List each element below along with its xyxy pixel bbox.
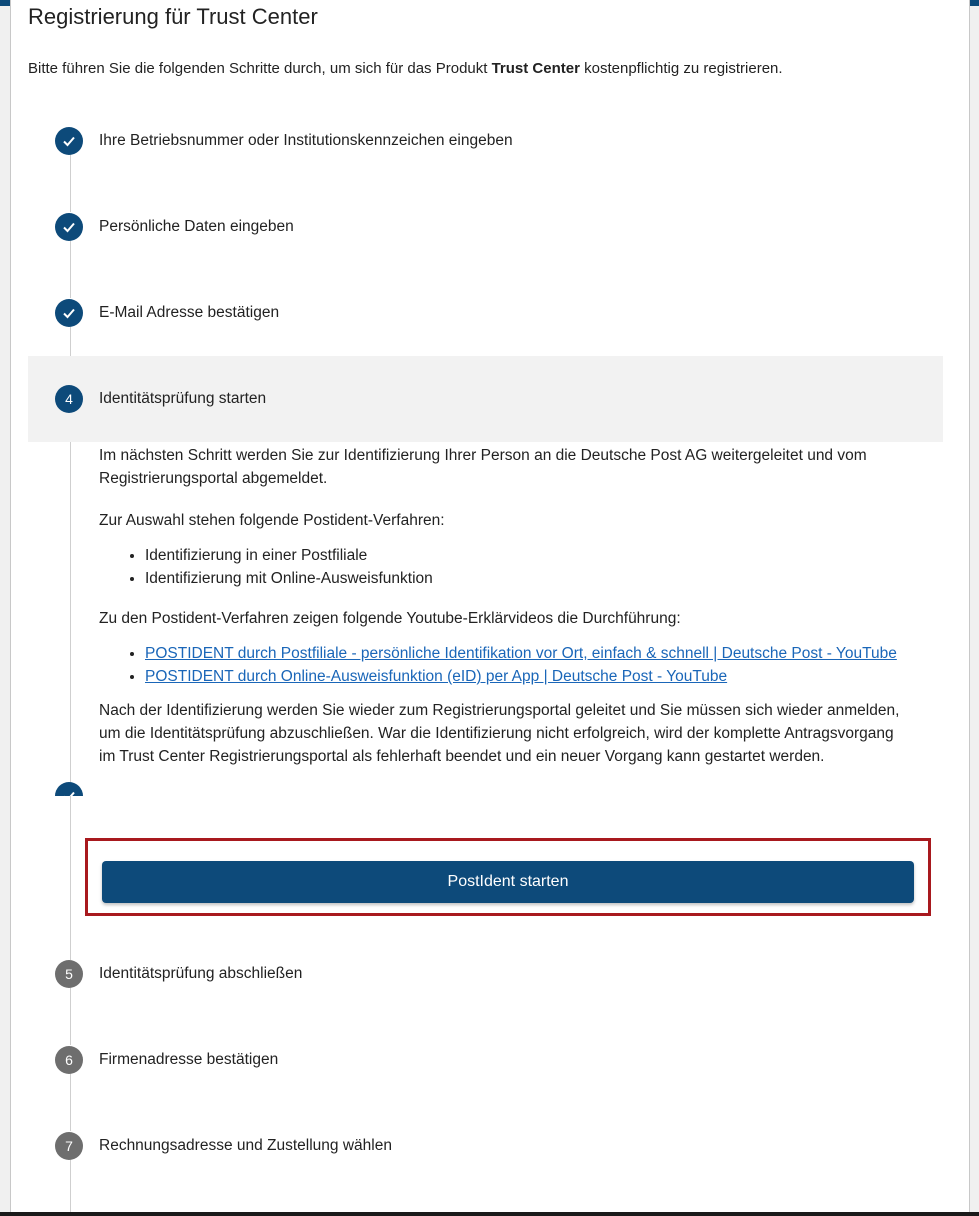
step-1-check-icon	[55, 127, 83, 155]
step-2	[28, 184, 943, 270]
step-4	[28, 356, 943, 442]
video-link-eid[interactable]: POSTIDENT durch Online-Ausweisfunktion (eID) per App | Deutsche Post - YouTube	[145, 668, 728, 685]
step-1-label: Ihre Betriebsnummer oder Institutionskennzeichen eingeben	[99, 132, 513, 149]
video-link-postfiliale[interactable]: POSTIDENT durch Postfiliale - persönliche Identifikation vor Ort, einfach & schnell | Deutsche Post - YouTube	[145, 645, 897, 662]
video-link-item	[145, 642, 909, 665]
step-6-label: Firmenadresse bestätigen	[99, 1051, 279, 1068]
timeline-line	[70, 412, 71, 960]
method-list	[99, 544, 909, 590]
intro-suffix: kostenpflichtig zu registrieren.	[579, 60, 783, 77]
step-3-check-icon	[55, 299, 83, 327]
step-6-number-badge: 6	[55, 1046, 83, 1074]
video-link-item	[145, 665, 909, 688]
bottom-edge	[0, 1212, 979, 1216]
step-4-label: Identitätsprüfung starten	[99, 390, 267, 407]
step-2-check-icon	[55, 213, 83, 241]
intro-text	[28, 60, 783, 77]
registration-panel	[10, 0, 970, 1212]
content-paragraph-3: Zu den Postident-Verfahren zeigen folgende Youtube-Erklärvideos die Durchführung:	[99, 610, 681, 627]
intro-product: Trust Center	[491, 60, 580, 77]
content-paragraph-2: Zur Auswahl stehen folgende Postident-Verfahren:	[99, 512, 445, 529]
intro-prefix: Bitte führen Sie die folgenden Schritte durch, um sich für das Produkt	[28, 60, 492, 77]
video-link-list	[99, 642, 909, 688]
button-highlight-frame	[85, 838, 931, 916]
partial-check-icon	[55, 782, 83, 796]
step-5	[28, 931, 943, 1017]
content-paragraph-1: Im nächsten Schritt werden Sie zur Identifizierung Ihrer Person an die Deutsche Post AG weitergeleitet und vom Registrierungsportal abgemeldet.	[99, 447, 867, 487]
method-item: • Identifizierung in einer Postfiliale	[145, 544, 909, 567]
step-3	[28, 270, 943, 356]
page-title: Registrierung für Trust Center	[28, 4, 318, 29]
step-6	[28, 1017, 943, 1103]
method-item: • Identifizierung mit Online-Ausweisfunktion	[145, 567, 909, 590]
step-7	[28, 1103, 943, 1189]
step-1	[28, 98, 943, 184]
step-2-label: Persönliche Daten eingeben	[99, 218, 294, 235]
step-3-label: E-Mail Adresse bestätigen	[99, 304, 280, 321]
content-paragraph-4: Nach der Identifizierung werden Sie wieder zum Registrierungsportal geleitet und Sie müssen sich wieder anmelden, um die Identitätsprüfung abzuschließen. War die Identifizierung nicht erfolgreich, wird der komplette Antragsvorgang im Trust Center Registrierungsportal als fehlerhaft beendet und ein neuer Vorgang kann gestartet werden.	[99, 702, 900, 765]
step-4-content	[99, 444, 909, 768]
step-4-number-badge: 4	[55, 385, 83, 413]
step-5-label: Identitätsprüfung abschließen	[99, 965, 303, 982]
step-7-number-badge: 7	[55, 1132, 83, 1160]
step-7-label: Rechnungsadresse und Zustellung wählen	[99, 1137, 392, 1154]
step-5-number-badge: 5	[55, 960, 83, 988]
postident-start-button[interactable]: PostIdent starten	[102, 861, 914, 903]
